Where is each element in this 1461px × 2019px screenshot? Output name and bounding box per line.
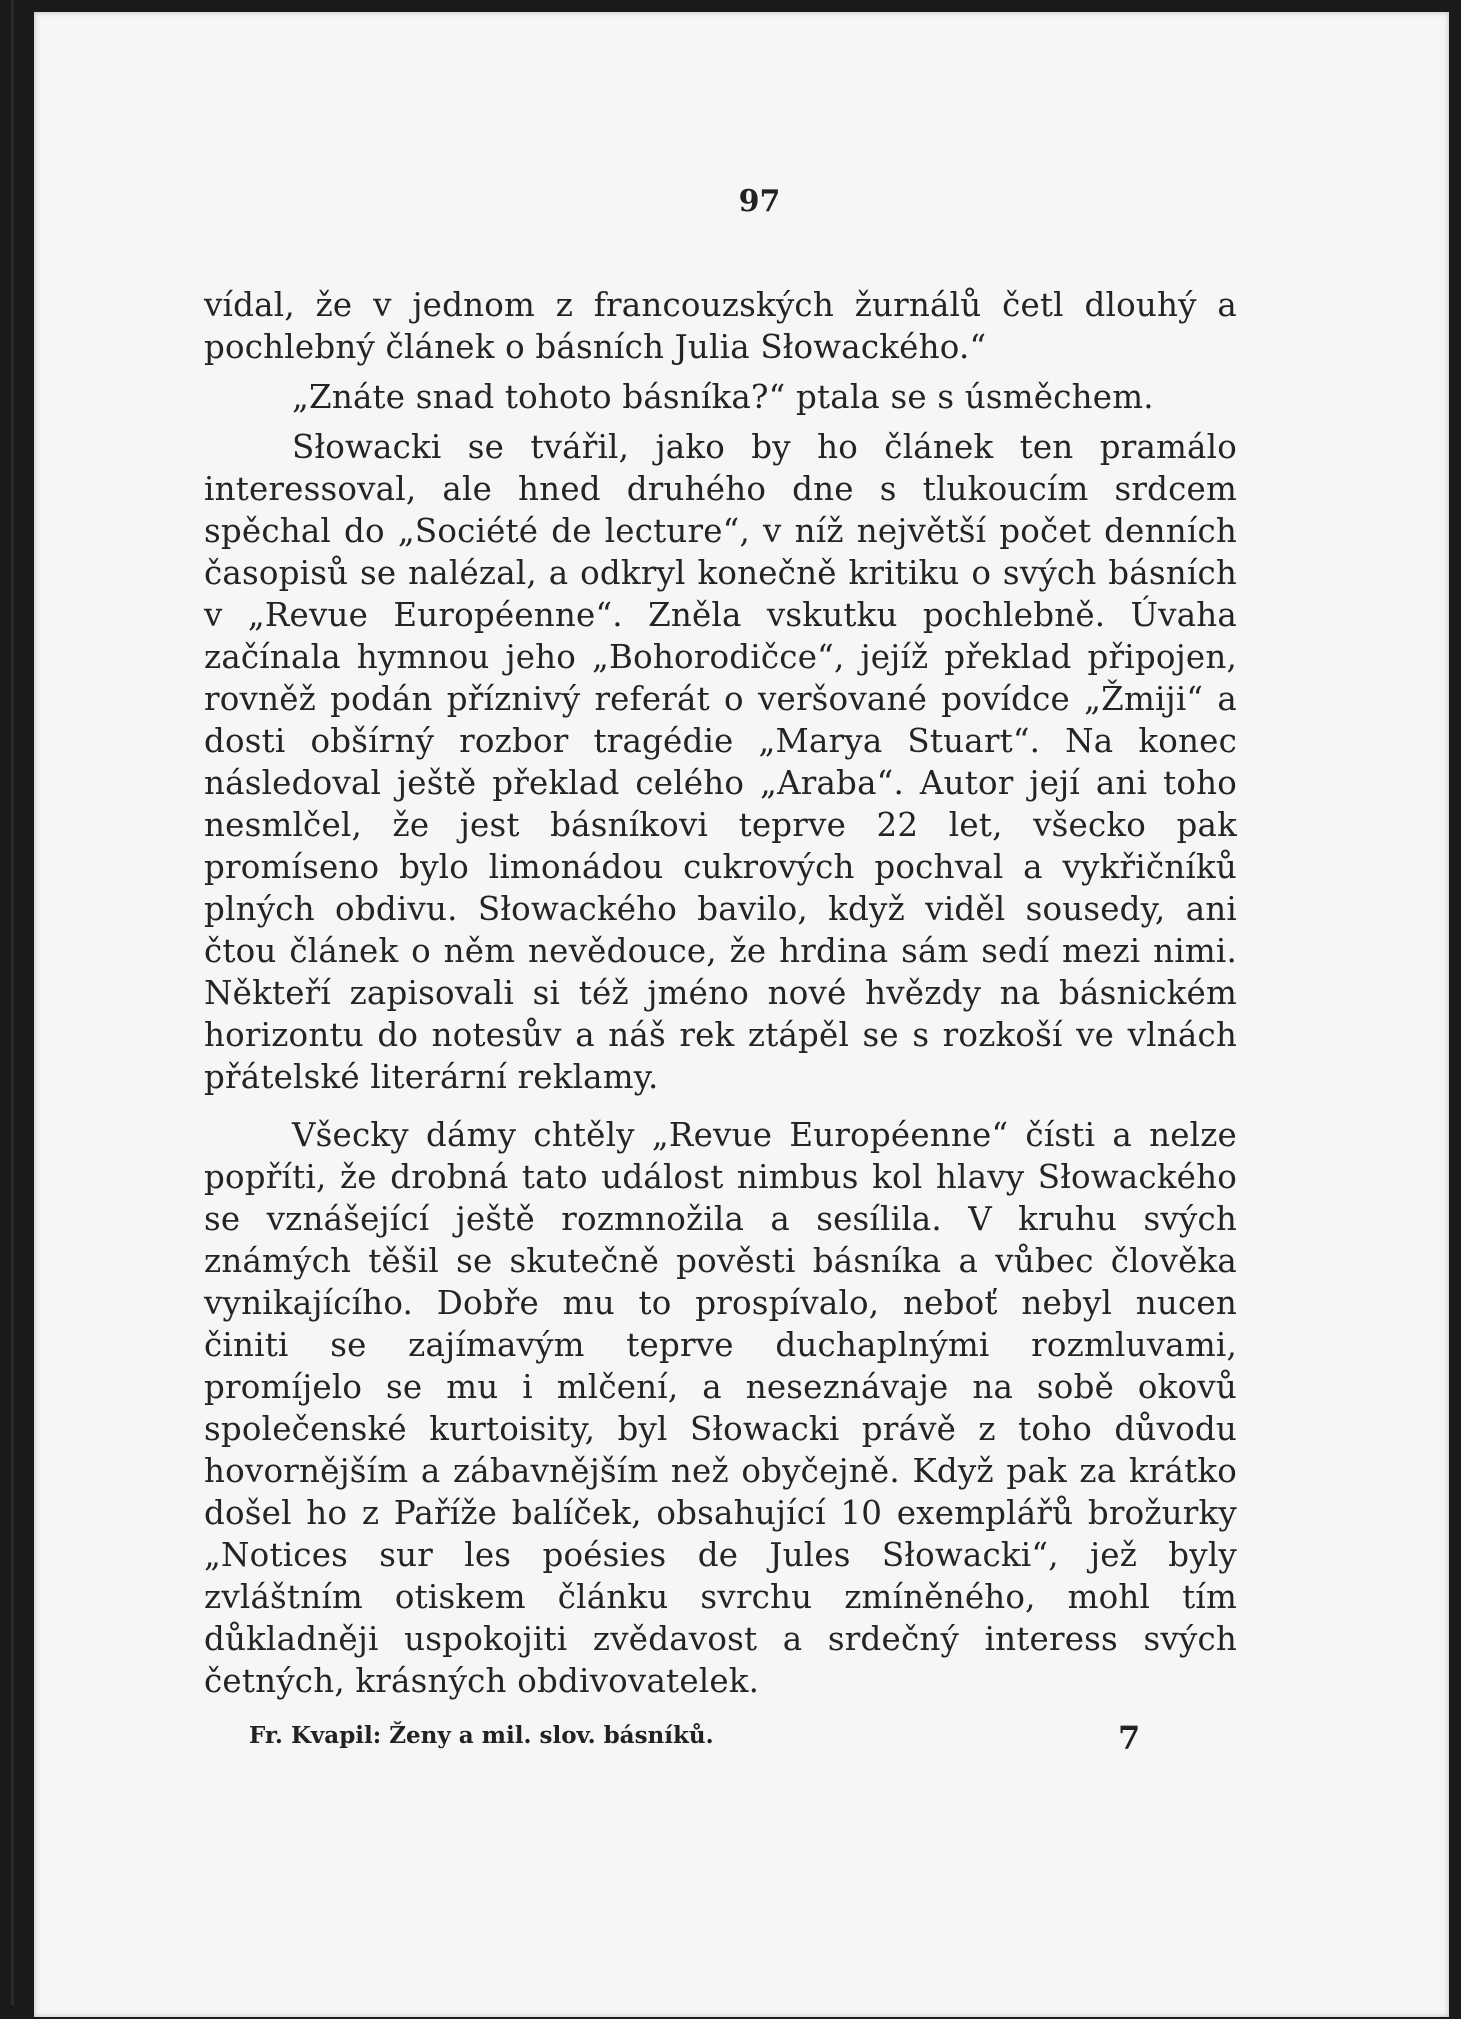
footer-citation: Fr. Kvapil: Ženy a mil. slov. básníků. xyxy=(249,1722,714,1749)
paragraph-continuation: vídal, že v jednom z francouzských žurnálů četl dlouhý a pochlebný článek o básních Julia Słowackého.“ xyxy=(204,286,1237,366)
scan-left-edge xyxy=(11,0,14,2005)
book-page xyxy=(34,12,1449,2017)
signature-mark: 7 xyxy=(1118,1719,1141,1757)
body-text xyxy=(204,284,1237,1702)
page-number: 97 xyxy=(738,184,781,219)
paragraph-revue: Słowacki se tvářil, jako by ho článek ten pramálo interessoval, ale hned druhého dne s tlukoucím srdcem spěchal do „Société de lecture“, v níž největší počet denních časopisů se nalézal, a odkryl konečně kritiku o svých básních v „Revue Européenne“. Zněla vskutku pochlebně. Úvaha začínala hymnou jeho „Bohorodičce“, jejíž překlad připojen, rovněž podán příznivý referát o veršované povídce „Žmiji“ a dosti obšírný rozbor tragédie „Marya Stuart“. Na konec následoval ještě překlad celého „Araba“. Autor její ani toho nesmlčel, že jest básníkovi teprve 22 let, všecko pak promíseno bylo limonádou cukrových pochval a vykřičníků plných obdivu. Słowackého bavilo, když viděl sousedy, ani čtou článek o něm nevědouce, že hrdina sám sedí mezi nimi. Někteří zapisovali si též jméno nové hvězdy na básnickém horizontu do notesův a náš rek ztápěl se s rozkoší ve vlnách přátelské literární reklamy. xyxy=(204,428,1237,1096)
paragraph-dialogue: „Znáte snad tohoto básníka?“ ptala se s úsměchem. xyxy=(292,378,1154,416)
paragraph-ladies: Všecky dámy chtěly „Revue Européenne“ čísti a nelze popříti, že drobná tato událost nimbus kol hlavy Słowackého se vznášející ještě rozmnožila a sesílila. V kruhu svých známých těšil se skutečně pověsti básníka a vůbec člověka vynikajícího. Dobře mu to prospívalo, neboť nebyl nucen činiti se zajímavým teprve duchaplnými rozmluvami, promíjelo se mu i mlčení, a neseznávaje na sobě okovů společenské kurtoisity, byl Słowacki právě z toho důvodu hovornějším a zábavnějším než obyčejně. Když pak za krátko došel ho z Paříže balíček, obsahující 10 exemplářů brožurky „Notices sur les poésies de Jules Słowacki“, jež byly zvláštním otiskem článku svrchu zmíněného, mohl tím důkladněji uspokojiti zvědavost a srdečný interess svých četných, krásných obdivovatelek. xyxy=(204,1116,1237,1700)
